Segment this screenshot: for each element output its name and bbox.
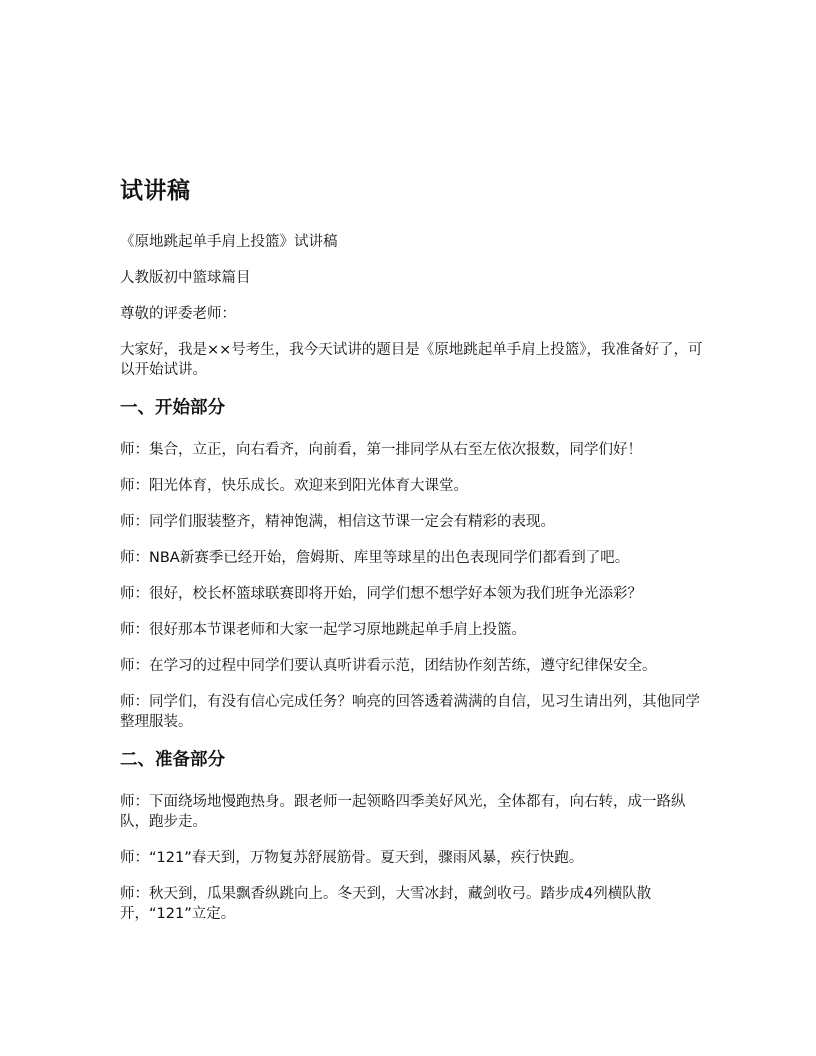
- start-paragraph: 师：同学们服装整齐，精神饱满，相信这节课一定会有精彩的表现。: [120, 514, 555, 530]
- start-paragraph: 师：阳光体育，快乐成长。欢迎来到阳光体育大课堂。: [120, 478, 468, 494]
- start-paragraph: 师：同学们，有没有信心完成任务？响亮的回答透着满满的自信，见习生请出列，其他同学整理服装。: [120, 694, 700, 730]
- prepare-paragraph: 师：“121”春天到，万物复苏舒展筋骨。夏天到，骤雨风暴，疾行快跑。: [120, 850, 584, 866]
- start-paragraph: 师：集合，立正，向右看齐，向前看，第一排同学从右至左依次报数，同学们好！: [120, 442, 642, 458]
- start-paragraph: 师：很好那本节课老师和大家一起学习原地跳起单手肩上投篮。: [120, 622, 526, 638]
- section-heading-start: 一、开始部分: [120, 398, 225, 418]
- intro-greeting: 尊敬的评委老师：: [120, 306, 236, 322]
- start-paragraph: 师：在学习的过程中同学们要认真听讲看示范，团结协作刻苦练，遵守纪律保安全。: [120, 658, 657, 674]
- document-page: [120, 176, 710, 940]
- prepare-paragraph: 师：下面绕场地慢跑热身。跟老师一起领略四季美好风光，全体都有，向右转，成一路纵队，跑步走。: [120, 794, 686, 830]
- start-paragraph: 师：NBA新赛季已经开始，詹姆斯、库里等球星的出色表现同学们都看到了吧。: [120, 550, 630, 566]
- intro-lesson-title: 《原地跳起单手肩上投篮》试讲稿: [120, 234, 338, 250]
- intro-opening: 大家好，我是××号考生，我今天试讲的题目是《原地跳起单手肩上投篮》，我准备好了，可以开始试讲。: [120, 342, 703, 378]
- intro-textbook: 人教版初中篮球篇目: [120, 270, 251, 286]
- document-title: 试讲稿: [120, 178, 191, 204]
- start-paragraph: 师：很好，校长杯篮球联赛即将开始，同学们想不想学好本领为我们班争光添彩？: [120, 586, 642, 602]
- section-heading-prepare: 二、准备部分: [120, 750, 225, 770]
- prepare-paragraph: 师：秋天到，瓜果飘香纵跳向上。冬天到，大雪冰封，藏剑收弓。踏步成4列横队散开，“121”立定。: [120, 886, 652, 922]
